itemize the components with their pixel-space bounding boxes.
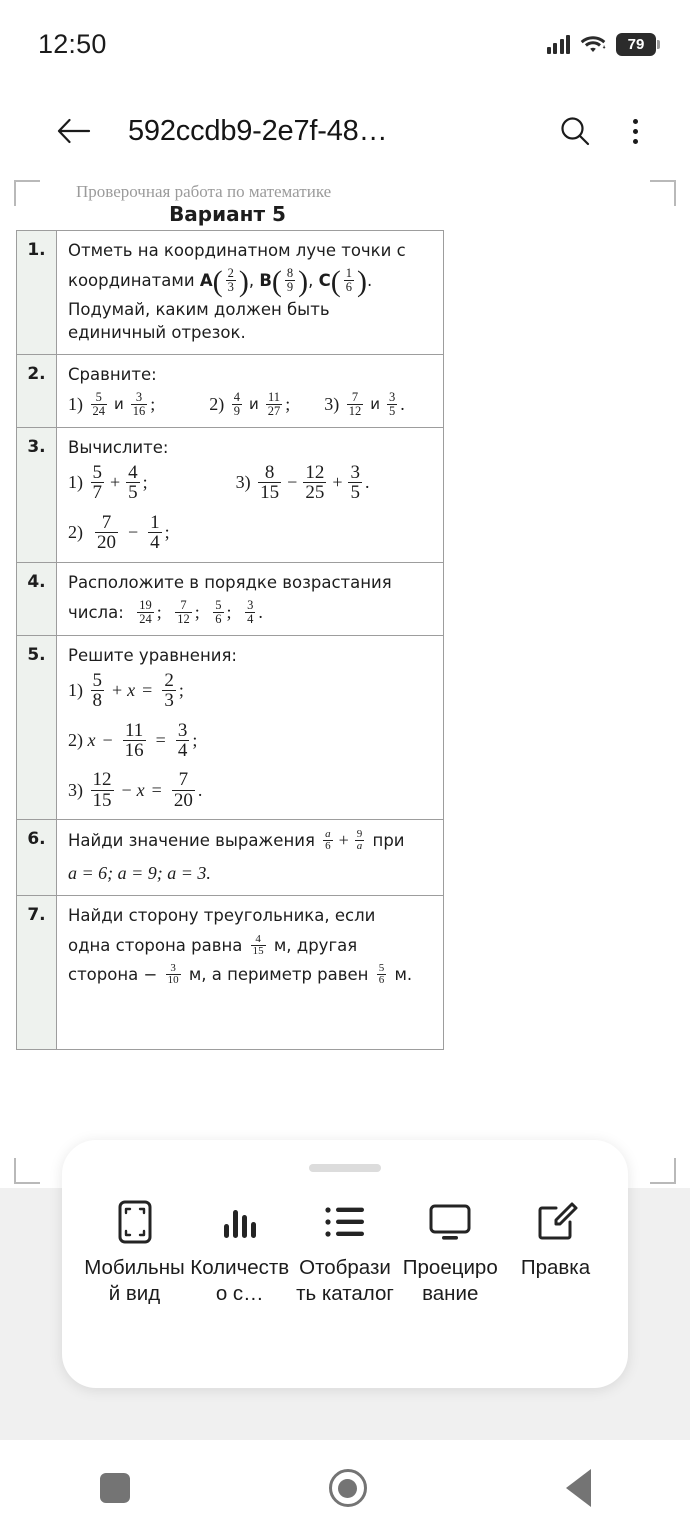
item-label: 1)	[68, 680, 83, 701]
fraction: $\frac{4}{15}$	[252, 932, 264, 957]
variable: x	[136, 779, 145, 800]
fraction: $\frac{8}{15}$	[260, 462, 280, 504]
action-label: Мобильный вид	[84, 1256, 185, 1306]
action-quantity[interactable]	[189, 1198, 290, 1307]
table-row	[17, 635, 444, 820]
task-line-prefix: числа:	[68, 602, 124, 622]
mobile-view-icon	[116, 1198, 154, 1246]
signal-bars-icon	[547, 34, 571, 54]
document-page[interactable]	[0, 174, 690, 1188]
fraction: $\frac{7}{20}$	[173, 769, 193, 811]
action-label: Отобразить каталог	[296, 1256, 394, 1306]
operator: −	[287, 472, 298, 493]
terminator: ;	[178, 680, 184, 701]
bar-chart-icon	[220, 1198, 260, 1246]
terminator: .	[197, 779, 203, 800]
task-line-suffix: м.	[394, 965, 413, 985]
terminator: .	[400, 393, 405, 414]
fraction: $\frac{5}{8}$	[92, 669, 102, 712]
task-body	[57, 354, 444, 427]
separator: ;	[226, 601, 232, 622]
task-line-prefix: одна сторона равна	[68, 935, 243, 955]
action-projection[interactable]	[400, 1198, 501, 1307]
crop-mark-bottom-right	[650, 1158, 676, 1184]
task-line: Найди сторону треугольника, если	[68, 906, 376, 926]
app-bar	[0, 88, 690, 174]
table-row	[17, 354, 444, 427]
fraction: $\frac{3}{10}$	[167, 962, 179, 987]
crop-mark-bottom-left	[14, 1158, 40, 1184]
operator: −	[102, 729, 113, 750]
fraction: $\frac{3}{5}$	[389, 390, 396, 418]
task-number: 2.	[17, 354, 57, 427]
table-row	[17, 427, 444, 562]
item-label: 2)	[68, 521, 83, 542]
action-label: Проецирование	[402, 1256, 498, 1306]
status-bar	[0, 0, 690, 88]
task-line-suffix: м, другая	[273, 935, 358, 955]
equals-sign: =	[155, 729, 166, 750]
terminator: ;	[142, 472, 148, 493]
table-row	[17, 562, 444, 635]
task-body	[57, 427, 444, 562]
wifi-icon	[580, 34, 606, 54]
action-label: Правка	[520, 1256, 591, 1279]
equals-sign: =	[142, 680, 153, 701]
task-prompt: Расположите в порядке возрастания	[68, 572, 392, 592]
operator: +	[332, 472, 343, 493]
task-prompt: Найди значение выражения	[68, 831, 315, 851]
task-prompt: Решите уравнения:	[68, 645, 237, 665]
fraction: $\frac{12}{15}$	[92, 769, 112, 811]
item-label: 1)	[68, 472, 83, 493]
task-prompt-suffix: при	[372, 831, 405, 851]
fraction: $\frac{11}{27}$	[267, 390, 281, 418]
task-line-prefix: сторона −	[68, 965, 158, 985]
variable: x	[127, 680, 136, 701]
home-circle-icon[interactable]	[329, 1469, 367, 1507]
monitor-icon	[428, 1198, 472, 1246]
item-label: 3)	[235, 472, 251, 493]
search-icon[interactable]	[548, 104, 602, 158]
task-line-mid: м, а периметр равен	[188, 965, 369, 985]
item-label: 3)	[324, 393, 340, 414]
task-body	[57, 562, 444, 635]
fraction: $\frac{1}{4}$	[150, 511, 160, 554]
fraction: $\frac{7}{20}$	[97, 511, 116, 554]
fraction: $\frac{5}{7}$	[92, 462, 102, 504]
drag-handle[interactable]	[309, 1164, 381, 1172]
task-prompt: Сравните:	[68, 364, 157, 384]
task-number: 4.	[17, 562, 57, 635]
task-number: 1.	[17, 231, 57, 355]
cut-off-header-text: Проверочная работа по математике	[76, 182, 332, 201]
overflow-menu-icon[interactable]	[608, 104, 662, 158]
fraction: $\frac{8}{9}$	[286, 266, 294, 295]
fraction: $\frac{1}{6}$	[345, 266, 353, 295]
fraction: $\frac{3}{4}$	[247, 598, 254, 626]
crop-mark-top-right	[650, 180, 676, 206]
variable: x	[87, 729, 96, 750]
fraction: $\frac{9}{a}$	[356, 828, 363, 853]
terminator: .	[364, 472, 370, 493]
task-prompt: Отметь на координатном луче точки с	[68, 241, 406, 260]
status-clock: 12:50	[38, 28, 107, 59]
compare-op: и	[114, 394, 124, 413]
tasks-table	[16, 230, 444, 1050]
coordinate-point: B ( $\frac{8}{9}$ ) ,	[259, 264, 319, 298]
page-title: 592ccdb9-2e7f-48…	[128, 114, 388, 147]
task-number: 5.	[17, 635, 57, 820]
terminator: ;	[164, 521, 170, 542]
operator: −	[128, 521, 139, 542]
separator: ;	[194, 601, 200, 622]
task-number: 7.	[17, 896, 57, 1049]
edit-icon	[536, 1198, 576, 1246]
item-label: 2)	[68, 729, 83, 750]
task-body	[57, 820, 444, 896]
operator: +	[338, 830, 349, 851]
fraction: $\frac{3}{5}$	[350, 462, 360, 504]
task-prompt: Вычислите:	[68, 437, 169, 457]
task-line-prefix: координатами	[68, 270, 195, 290]
operator: +	[112, 680, 123, 701]
task-body	[57, 231, 444, 355]
fraction: $\frac{4}{9}$	[233, 390, 241, 418]
fraction: $\frac{2}{3}$	[227, 266, 234, 295]
fraction: $\frac{7}{12}$	[348, 390, 362, 418]
task-number: 3.	[17, 427, 57, 562]
fraction: $\frac{11}{16}$	[124, 719, 144, 762]
operator: −	[121, 779, 132, 800]
fraction: $\frac{12}{25}$	[305, 462, 325, 504]
separator: ;	[156, 601, 162, 622]
list-icon	[324, 1198, 366, 1246]
operator: +	[110, 472, 121, 493]
terminator: ;	[285, 393, 291, 414]
task-line: Подумай, каким должен быть	[68, 299, 330, 319]
action-label: Количество с…	[190, 1256, 290, 1306]
action-edit[interactable]	[505, 1198, 606, 1281]
action-mobile-view[interactable]	[84, 1198, 185, 1307]
document-heading: Вариант 5	[169, 202, 286, 226]
back-triangle-icon[interactable]	[566, 1469, 591, 1507]
fraction: $\frac{3}{16}$	[132, 390, 146, 418]
task-line: единичный отрезок.	[68, 323, 246, 343]
coordinate-point: C ( $\frac{1}{6}$ ) .	[318, 264, 373, 298]
compare-op: и	[249, 394, 259, 413]
item-label: 1)	[68, 393, 83, 414]
fraction: $\frac{a}{6}$	[325, 828, 331, 853]
fraction: $\frac{19}{24}$	[139, 598, 152, 626]
sheet-actions	[62, 1172, 628, 1307]
fraction: $\frac{5}{24}$	[92, 390, 105, 418]
compare-op: и	[370, 394, 381, 413]
task-body	[57, 635, 444, 820]
bottom-sheet[interactable]	[62, 1140, 628, 1388]
fraction: $\frac{3}{4}$	[177, 719, 188, 762]
item-label: 3)	[68, 779, 83, 800]
item-label: 2)	[209, 393, 225, 414]
recents-square-icon[interactable]	[100, 1473, 130, 1503]
coordinate-point: A ( $\frac{2}{3}$ ) ,	[199, 264, 260, 298]
terminator: ;	[192, 729, 198, 750]
fraction: $\frac{2}{3}$	[164, 669, 174, 712]
action-show-catalog[interactable]	[295, 1198, 396, 1307]
table-row	[17, 896, 444, 1049]
task-values: a = 6; a = 9; a = 3.	[68, 862, 211, 883]
status-indicators	[547, 33, 657, 56]
separator: .	[258, 601, 263, 622]
task-body	[57, 896, 444, 1049]
equals-sign: =	[151, 779, 162, 800]
terminator: ;	[150, 393, 156, 414]
table-row	[17, 820, 444, 896]
battery-indicator: 79	[616, 33, 656, 56]
task-number: 6.	[17, 820, 57, 896]
back-arrow-icon[interactable]	[46, 104, 100, 158]
fraction: $\frac{5}{6}$	[378, 962, 385, 987]
navigation-bar	[0, 1440, 690, 1536]
fraction: $\frac{5}{6}$	[215, 598, 222, 626]
fraction: $\frac{4}{5}$	[128, 462, 138, 504]
fraction: $\frac{7}{12}$	[177, 598, 190, 626]
table-row	[17, 231, 444, 355]
